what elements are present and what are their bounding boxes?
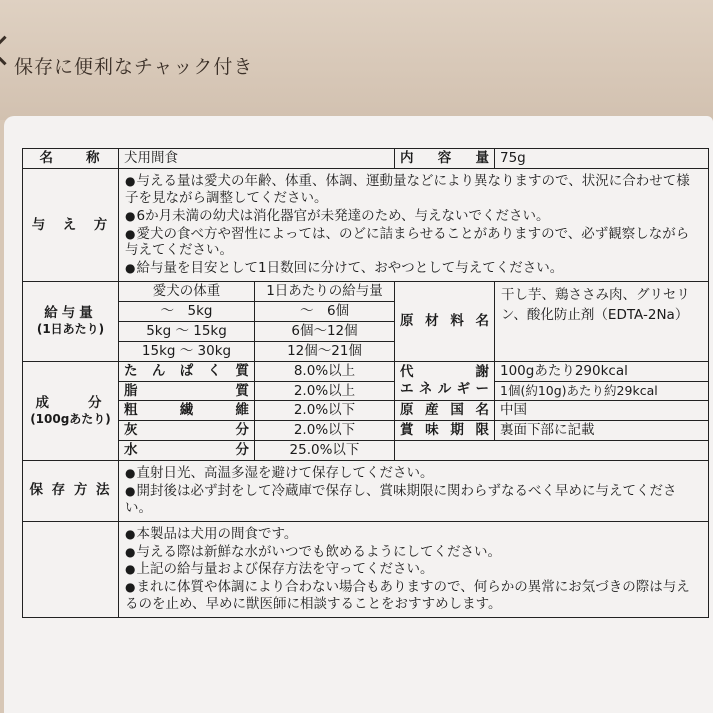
amount-col-weight: 愛犬の体重: [119, 282, 255, 302]
product-info-table: [22, 148, 709, 618]
row-name: [23, 149, 709, 169]
row-notes: [23, 521, 709, 617]
list-item: ●6か月未満の幼犬は消化器官が未発達のため、与えないでください。: [125, 207, 550, 224]
ingredients-value: 干し芋、鶏ささみ肉、グリセリン、酸化防止剤（EDTA-2Na）: [495, 282, 709, 362]
notes-label: [23, 521, 119, 617]
name-label: 名 称: [23, 149, 119, 169]
table-row: 5kg ～ 15kg 6個～12個: [23, 321, 709, 341]
nutrition-label: 成 分 (100gあたり): [23, 361, 119, 460]
table-row: 脂 質 2.0%以上 1個(約10g)あたり約29kcal: [23, 381, 709, 401]
amount-col-qty: 1日あたりの給与量: [255, 282, 395, 302]
row-storage: [23, 461, 709, 522]
expiry-label: 賞 味 期 限: [395, 421, 495, 441]
energy-value-1: 100gあたり290kcal: [495, 361, 709, 381]
table-row: 15kg ～ 30kg 12個～21個: [23, 341, 709, 361]
notes-list: [119, 521, 709, 617]
feeding-label: 与 え 方: [23, 168, 119, 281]
name-value: 犬用間食: [119, 149, 395, 169]
amount-label: 給与量 (1日あたり): [23, 282, 119, 362]
list-item: ●上記の給与量および保存方法を守ってください。: [125, 561, 434, 578]
energy-value-2: 1個(約10g)あたり約29kcal: [495, 381, 709, 401]
zipper-caption: 保存に便利なチャック付き: [14, 56, 254, 78]
table-row: 灰 分 2.0%以下 賞 味 期 限 裏面下部に記載: [23, 421, 709, 441]
list-item: ●与える際は新鮮な水がいつでも飲めるようにしてください。: [125, 543, 501, 560]
list-item: ●直射日光、高温多湿を避けて保存してください。: [125, 465, 434, 481]
row-feeding: [23, 168, 709, 281]
list-item: ●愛犬の食べ方や習性によっては、のどに詰まらせることがありますので、必ず観察しながら与えてください。: [125, 225, 690, 259]
content-label: 内 容 量: [395, 149, 495, 169]
table-row: ～ 5kg ～ 6個: [23, 302, 709, 322]
list-item: ●与える量は愛犬の年齢、体重、体調、運動量などにより異なりますので、状況に合わせて様子を見ながら調整してください。: [125, 172, 690, 206]
list-item: ●開封後は必ず封をして冷蔵庫で保存し、賞味期限に関わらずなるべく早めに与えてください。: [125, 482, 677, 516]
content-value: 75g: [495, 149, 709, 169]
table-row: 成 分 (100gあたり) たんぱく質 8.0%以上 代 謝 エネルギー 100gあたり290kcal: [23, 361, 709, 381]
expiry-value: 裏面下部に記載: [495, 421, 709, 441]
table-row: 水 分 25.0%以下: [23, 441, 709, 461]
origin-label: 原 産 国 名: [395, 401, 495, 421]
list-item: ●まれに体質や体調により合わない場合もありますので、何らかの異常にお気づきの際は与えるのを止め、早めに獣医師に相談することをおすすめします。: [125, 579, 690, 613]
feeding-instructions: [119, 168, 709, 281]
list-item: ●本製品は犬用の間食です。: [125, 525, 298, 542]
storage-label: 保 存 方 法: [23, 461, 119, 522]
ingredients-label: 原 材 料 名: [395, 282, 495, 362]
table-row: 粗 繊 維 2.0%以下 原 産 国 名 中国: [23, 401, 709, 421]
list-item: ●給与量を目安として1日数回に分けて、おやつとして与えてください。: [125, 260, 564, 277]
energy-label: 代 謝 エネルギー: [395, 361, 495, 401]
origin-value: 中国: [495, 401, 709, 421]
storage-instructions: [119, 461, 709, 522]
row-amount-header: [23, 282, 709, 302]
